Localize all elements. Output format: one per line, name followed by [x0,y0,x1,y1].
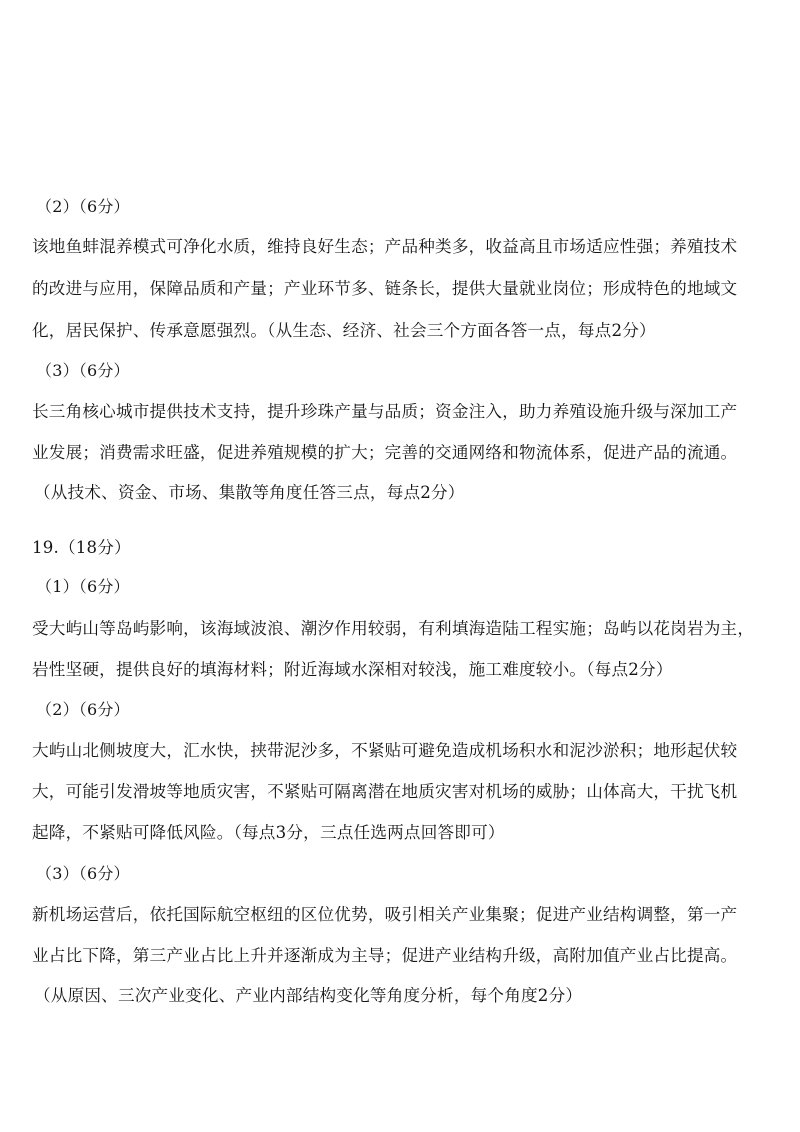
answer-line: 大，可能引发滑坡等地质灾害，不紧贴可隔离潜在地质灾害对机场的威胁；山体高大，干扰飞机 [32,782,738,801]
part-heading-18-2: （2）（6分） [36,197,130,216]
answer-line: 化，居民保护、传承意愿强烈。（从生态、经济、社会三个方面各答一点，每点2分） [32,321,656,340]
answer-line: 长三角核心城市提供技术支持，提升珍珠产量与品质；资金注入，助力养殖设施升级与深加工产 [32,402,738,421]
answer-line: 大屿山北侧坡度大，汇水快，挟带泥沙多，不紧贴可避免造成机场积水和泥沙淤积；地形起伏较 [32,741,738,760]
answer-line: 业发展；消费需求旺盛，促进养殖规模的扩大；完善的交通网络和物流体系，促进产品的流通。 [32,443,738,462]
part-heading-19-3: （3）（6分） [36,864,130,883]
part-heading-19-1: （1）（6分） [36,577,130,596]
answer-line: 的改进与应用，保障品质和产量；产业环节多、链条长，提供大量就业岗位；形成特色的地域文 [32,279,738,298]
answer-line: 起降，不紧贴可降低风险。（每点3分，三点任选两点回答即可） [32,823,505,842]
part-heading-18-3: （3）（6分） [36,361,130,380]
answer-line: 受大屿山等岛屿影响，该海域波浪、潮汐作用较弱，有利填海造陆工程实施；岛屿以花岗岩为主， [32,619,755,638]
answer-line: 业占比下降，第三产业占比上升并逐渐成为主导；促进产业结构升级，高附加值产业占比提高。 [32,946,738,965]
answer-line: 岩性坚硬，提供良好的填海材料；附近海域水深相对较浅，施工难度较小。（每点2分） [32,660,673,679]
part-heading-19-2: （2）（6分） [36,700,130,719]
question-heading-19: 19.（18分） [32,538,131,557]
answer-note: （从技术、资金、市场、集散等角度任答三点，每点2分） [34,483,465,502]
answer-line: 该地鱼蚌混养模式可净化水质，维持良好生态；产品种类多，收益高且市场适应性强；养殖技术 [32,237,738,256]
answer-line: 新机场运营后，依托国际航空枢纽的区位优势，吸引相关产业集聚；促进产业结构调整，第一产 [32,905,738,924]
answer-note: （从原因、三次产业变化、产业内部结构变化等角度分析，每个角度2分） [34,986,583,1005]
